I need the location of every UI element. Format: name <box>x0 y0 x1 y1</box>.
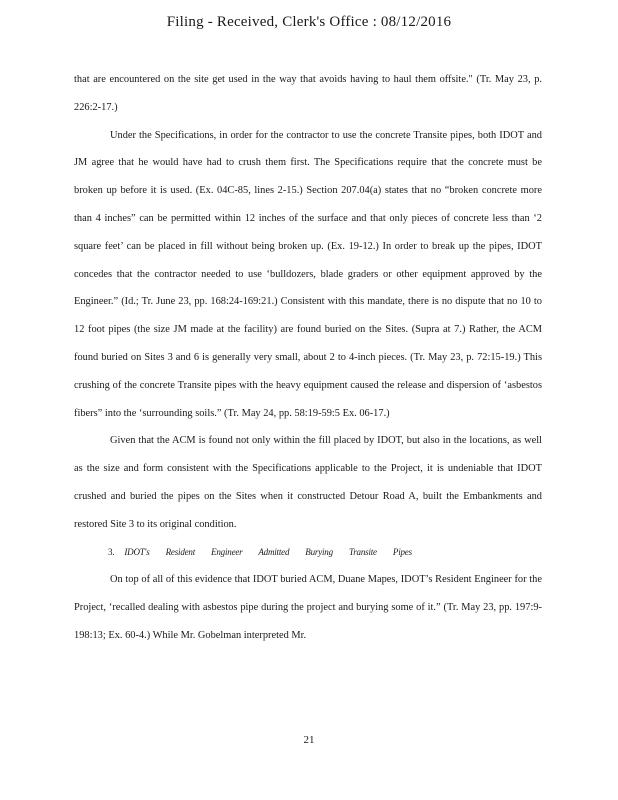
subheading-text: IDOT's Resident Engineer Admitted Burying Transite Pipes <box>124 546 412 557</box>
section-subheading <box>74 539 542 567</box>
filing-header: Filing - Received, Clerk's Office : 08/12/2016 <box>166 14 452 30</box>
page-number: 21 <box>303 734 315 746</box>
paragraph-mapes: On top of all of this evidence that IDOT buried ACM, Duane Mapes, IDOT’s Resident Engineer for the Project, ‘recalled dealing with asbestos pipe during the project and burying some of it.” (Tr. May 23, pp. 197:9-198:13; Ex. 60-4.) While Mr. Gobelman interpreted Mr. <box>74 574 542 641</box>
subheading-number: 3. <box>108 546 115 557</box>
paragraph-continuation: that are encountered on the site get used in the way that avoids having to haul them offsite." (Tr. May 23, p. 226:2-17.) <box>74 74 542 113</box>
paragraph-conclusion: Given that the ACM is found not only within the fill placed by IDOT, but also in the locations, as well as the size and form consistent with the Specifications applicable to the Project, it is undeniable that IDOT crushed and buried the pipes on the Sites when it constructed Detour Road A, built the Embankments and restored Site 3 to its original condition. <box>74 435 542 530</box>
paragraph-specifications: Under the Specifications, in order for the contractor to use the concrete Transite pipes, both IDOT and JM agree that he would have had to crush them first. The Specifications require that the concrete must be broken up before it is used. (Ex. 04C-85, lines 2-15.) Section 207.04(a) states that no “broken concrete more than 4 inches” can be permitted within 12 inches of the surface and that only pieces of concrete less than ‘2 square feet’ can be placed in fill without being broken up. (Ex. 19-12.) In order to break up the pipes, IDOT concedes that the contractor needed to use ‘bulldozers, blade graders or other equipment approved by the Engineer.” (Id.; Tr. June 23, pp. 168:24-169:21.) Consistent with this mandate, there is no dispute that no 10 to 12 foot pipes (the size JM made at the facility) are found buried on the Sites. (Supra at 7.) Rather, the ACM found buried on Sites 3 and 6 is generally very small, about 2 to 4-inch pieces. (Tr. May 23, p. 72:15-19.) This crushing of the concrete Transite pipes with the heavy equipment caused the release and dispersion of ‘asbestos fibers” into the ‘surrounding soils.” (Tr. May 24, pp. 58:19-59:5 Ex. 06-17.) <box>74 129 542 419</box>
document-body <box>74 66 542 650</box>
